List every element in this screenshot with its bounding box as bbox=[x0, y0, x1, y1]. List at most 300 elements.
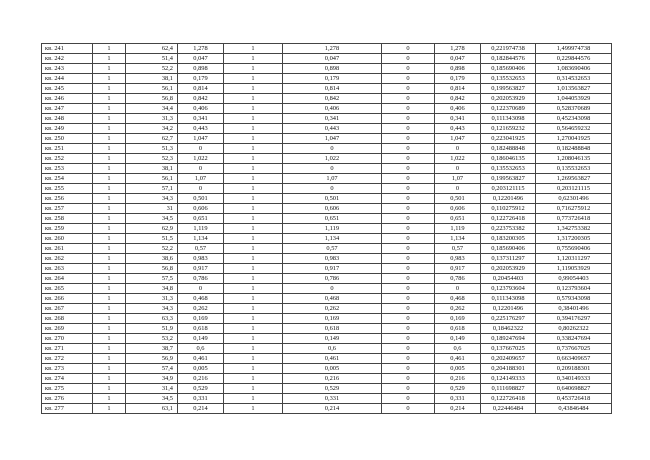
factor-cell: 1 bbox=[224, 404, 283, 414]
count-cell: 1 bbox=[93, 354, 126, 364]
apartment-label-cell: кв. 255 bbox=[42, 184, 93, 194]
factor-cell: 1 bbox=[224, 324, 283, 334]
total-value-cell: 1,134 bbox=[435, 234, 481, 244]
value-cell: 0,005 bbox=[178, 364, 224, 374]
value-cell: 1,278 bbox=[178, 44, 224, 54]
zero-cell: 0 bbox=[382, 334, 435, 344]
apartment-label-cell: кв. 246 bbox=[42, 94, 93, 104]
table-row bbox=[42, 134, 612, 144]
count-cell: 1 bbox=[93, 104, 126, 114]
total-value-cell: 0,005 bbox=[435, 364, 481, 374]
apartment-label-cell: кв. 241 bbox=[42, 44, 93, 54]
apartment-label-cell: кв. 275 bbox=[42, 384, 93, 394]
area-cell: 52,2 bbox=[126, 64, 178, 74]
share-cell: 0,199563827 bbox=[481, 84, 536, 94]
apartment-label-cell: кв. 272 bbox=[42, 354, 93, 364]
table-row bbox=[42, 234, 612, 244]
apartment-label-cell: кв. 252 bbox=[42, 154, 93, 164]
apartment-label-cell: кв. 250 bbox=[42, 134, 93, 144]
count-cell: 1 bbox=[93, 394, 126, 404]
count-cell: 1 bbox=[93, 264, 126, 274]
zero-cell: 0 bbox=[382, 374, 435, 384]
count-cell: 1 bbox=[93, 304, 126, 314]
total-value-cell: 0,443 bbox=[435, 124, 481, 134]
area-cell: 34,3 bbox=[126, 304, 178, 314]
area-cell: 34,5 bbox=[126, 394, 178, 404]
count-cell: 1 bbox=[93, 124, 126, 134]
count-cell: 1 bbox=[93, 134, 126, 144]
factor-cell: 1 bbox=[224, 344, 283, 354]
total-value-cell: 0,047 bbox=[435, 54, 481, 64]
grand-total-cell: 1,013563827 bbox=[536, 84, 612, 94]
total-value-cell: 0,331 bbox=[435, 394, 481, 404]
apartment-label-cell: кв. 270 bbox=[42, 334, 93, 344]
adjusted-value-cell: 0,331 bbox=[283, 394, 382, 404]
table-row bbox=[42, 224, 612, 234]
area-cell: 34,3 bbox=[126, 194, 178, 204]
area-cell: 51,9 bbox=[126, 324, 178, 334]
grand-total-cell: 0,43846484 bbox=[536, 404, 612, 414]
apartment-label-cell: кв. 271 bbox=[42, 344, 93, 354]
count-cell: 1 bbox=[93, 324, 126, 334]
value-cell: 0,341 bbox=[178, 114, 224, 124]
share-cell: 0,186046135 bbox=[481, 154, 536, 164]
share-cell: 0,122726418 bbox=[481, 214, 536, 224]
total-value-cell: 0,341 bbox=[435, 114, 481, 124]
table-body bbox=[42, 44, 612, 414]
count-cell: 1 bbox=[93, 374, 126, 384]
factor-cell: 1 bbox=[224, 104, 283, 114]
total-value-cell: 0 bbox=[435, 164, 481, 174]
area-cell: 51,4 bbox=[126, 54, 178, 64]
count-cell: 1 bbox=[93, 224, 126, 234]
share-cell: 0,121659232 bbox=[481, 124, 536, 134]
share-cell: 0,182488848 bbox=[481, 144, 536, 154]
grand-total-cell: 0,209188301 bbox=[536, 364, 612, 374]
area-cell: 62,7 bbox=[126, 134, 178, 144]
apartment-label-cell: кв. 267 bbox=[42, 304, 93, 314]
zero-cell: 0 bbox=[382, 234, 435, 244]
area-cell: 34,2 bbox=[126, 124, 178, 134]
adjusted-value-cell: 0,179 bbox=[283, 74, 382, 84]
adjusted-value-cell: 1,022 bbox=[283, 154, 382, 164]
factor-cell: 1 bbox=[224, 274, 283, 284]
adjusted-value-cell: 0,443 bbox=[283, 124, 382, 134]
count-cell: 1 bbox=[93, 114, 126, 124]
grand-total-cell: 0,135532653 bbox=[536, 164, 612, 174]
value-cell: 0,786 bbox=[178, 274, 224, 284]
grand-total-cell: 0,38401496 bbox=[536, 304, 612, 314]
table-row bbox=[42, 104, 612, 114]
value-cell: 0,468 bbox=[178, 294, 224, 304]
zero-cell: 0 bbox=[382, 104, 435, 114]
table-row bbox=[42, 94, 612, 104]
area-cell: 38,6 bbox=[126, 254, 178, 264]
total-value-cell: 0,262 bbox=[435, 304, 481, 314]
grand-total-cell: 0,99054403 bbox=[536, 274, 612, 284]
factor-cell: 1 bbox=[224, 214, 283, 224]
zero-cell: 0 bbox=[382, 394, 435, 404]
apartment-label-cell: кв. 248 bbox=[42, 114, 93, 124]
share-cell: 0,124149333 bbox=[481, 374, 536, 384]
apartment-label-cell: кв. 257 bbox=[42, 204, 93, 214]
apartment-label-cell: кв. 264 bbox=[42, 274, 93, 284]
table-row bbox=[42, 144, 612, 154]
grand-total-cell: 0,62301496 bbox=[536, 194, 612, 204]
share-cell: 0,12201496 bbox=[481, 304, 536, 314]
count-cell: 1 bbox=[93, 154, 126, 164]
grand-total-cell: 0,579343098 bbox=[536, 294, 612, 304]
value-cell: 0,047 bbox=[178, 54, 224, 64]
area-cell: 38,7 bbox=[126, 344, 178, 354]
apartment-label-cell: кв. 265 bbox=[42, 284, 93, 294]
adjusted-value-cell: 0,786 bbox=[283, 274, 382, 284]
adjusted-value-cell: 0,606 bbox=[283, 204, 382, 214]
count-cell: 1 bbox=[93, 144, 126, 154]
table-row bbox=[42, 384, 612, 394]
share-cell: 0,22446484 bbox=[481, 404, 536, 414]
share-cell: 0,137667025 bbox=[481, 344, 536, 354]
share-cell: 0,223753382 bbox=[481, 224, 536, 234]
total-value-cell: 0,6 bbox=[435, 344, 481, 354]
area-cell: 38,1 bbox=[126, 74, 178, 84]
count-cell: 1 bbox=[93, 74, 126, 84]
factor-cell: 1 bbox=[224, 44, 283, 54]
adjusted-value-cell: 1,119 bbox=[283, 224, 382, 234]
apartment-label-cell: кв. 269 bbox=[42, 324, 93, 334]
value-cell: 0,898 bbox=[178, 64, 224, 74]
zero-cell: 0 bbox=[382, 184, 435, 194]
area-cell: 31,4 bbox=[126, 384, 178, 394]
zero-cell: 0 bbox=[382, 304, 435, 314]
factor-cell: 1 bbox=[224, 154, 283, 164]
area-cell: 38,1 bbox=[126, 164, 178, 174]
share-cell: 0,225176297 bbox=[481, 314, 536, 324]
total-value-cell: 1,278 bbox=[435, 44, 481, 54]
share-cell: 0,185690406 bbox=[481, 244, 536, 254]
share-cell: 0,111343098 bbox=[481, 294, 536, 304]
table-row bbox=[42, 44, 612, 54]
adjusted-value-cell: 0,57 bbox=[283, 244, 382, 254]
adjusted-value-cell: 0,917 bbox=[283, 264, 382, 274]
table-row bbox=[42, 194, 612, 204]
apartment-label-cell: кв. 254 bbox=[42, 174, 93, 184]
factor-cell: 1 bbox=[224, 84, 283, 94]
adjusted-value-cell: 0,468 bbox=[283, 294, 382, 304]
adjusted-value-cell: 0,005 bbox=[283, 364, 382, 374]
count-cell: 1 bbox=[93, 94, 126, 104]
grand-total-cell: 0,716275912 bbox=[536, 204, 612, 214]
value-cell: 0,917 bbox=[178, 264, 224, 274]
zero-cell: 0 bbox=[382, 114, 435, 124]
value-cell: 0,842 bbox=[178, 94, 224, 104]
share-cell: 0,183200305 bbox=[481, 234, 536, 244]
zero-cell: 0 bbox=[382, 54, 435, 64]
table-row bbox=[42, 184, 612, 194]
zero-cell: 0 bbox=[382, 224, 435, 234]
factor-cell: 1 bbox=[224, 234, 283, 244]
total-value-cell: 0,786 bbox=[435, 274, 481, 284]
share-cell: 0,135532653 bbox=[481, 74, 536, 84]
zero-cell: 0 bbox=[382, 44, 435, 54]
factor-cell: 1 bbox=[224, 64, 283, 74]
factor-cell: 1 bbox=[224, 174, 283, 184]
total-value-cell: 0,529 bbox=[435, 384, 481, 394]
area-cell: 31,3 bbox=[126, 294, 178, 304]
value-cell: 0,814 bbox=[178, 84, 224, 94]
table-row bbox=[42, 54, 612, 64]
grand-total-cell: 0,755690406 bbox=[536, 244, 612, 254]
grand-total-cell: 1,083690406 bbox=[536, 64, 612, 74]
total-value-cell: 0,179 bbox=[435, 74, 481, 84]
grand-total-cell: 1,499974738 bbox=[536, 44, 612, 54]
zero-cell: 0 bbox=[382, 194, 435, 204]
value-cell: 0,443 bbox=[178, 124, 224, 134]
factor-cell: 1 bbox=[224, 314, 283, 324]
area-cell: 56,1 bbox=[126, 174, 178, 184]
apartment-label-cell: кв. 261 bbox=[42, 244, 93, 254]
adjusted-value-cell: 0,047 bbox=[283, 54, 382, 64]
count-cell: 1 bbox=[93, 194, 126, 204]
adjusted-value-cell: 0,169 bbox=[283, 314, 382, 324]
grand-total-cell: 0,773726418 bbox=[536, 214, 612, 224]
zero-cell: 0 bbox=[382, 404, 435, 414]
factor-cell: 1 bbox=[224, 204, 283, 214]
area-cell: 51,5 bbox=[126, 234, 178, 244]
zero-cell: 0 bbox=[382, 134, 435, 144]
table-row bbox=[42, 324, 612, 334]
share-cell: 0,20454403 bbox=[481, 274, 536, 284]
apartment-label-cell: кв. 256 bbox=[42, 194, 93, 204]
area-cell: 31,3 bbox=[126, 114, 178, 124]
factor-cell: 1 bbox=[224, 334, 283, 344]
area-cell: 56,8 bbox=[126, 264, 178, 274]
zero-cell: 0 bbox=[382, 174, 435, 184]
area-cell: 57,4 bbox=[126, 364, 178, 374]
value-cell: 0,179 bbox=[178, 74, 224, 84]
table-row bbox=[42, 394, 612, 404]
count-cell: 1 bbox=[93, 314, 126, 324]
grand-total-cell: 0,182488848 bbox=[536, 144, 612, 154]
value-cell: 0 bbox=[178, 164, 224, 174]
total-value-cell: 0,406 bbox=[435, 104, 481, 114]
area-cell: 53,2 bbox=[126, 334, 178, 344]
adjusted-value-cell: 0 bbox=[283, 144, 382, 154]
count-cell: 1 bbox=[93, 234, 126, 244]
factor-cell: 1 bbox=[224, 94, 283, 104]
count-cell: 1 bbox=[93, 344, 126, 354]
grand-total-cell: 1,269563827 bbox=[536, 174, 612, 184]
value-cell: 0 bbox=[178, 284, 224, 294]
adjusted-value-cell: 0 bbox=[283, 164, 382, 174]
share-cell: 0,137311297 bbox=[481, 254, 536, 264]
total-value-cell: 0,57 bbox=[435, 244, 481, 254]
table-row bbox=[42, 84, 612, 94]
value-cell: 0,529 bbox=[178, 384, 224, 394]
zero-cell: 0 bbox=[382, 354, 435, 364]
adjusted-value-cell: 0,461 bbox=[283, 354, 382, 364]
value-cell: 1,047 bbox=[178, 134, 224, 144]
adjusted-value-cell: 0,216 bbox=[283, 374, 382, 384]
table-row bbox=[42, 114, 612, 124]
apartment-label-cell: кв. 249 bbox=[42, 124, 93, 134]
value-cell: 0,983 bbox=[178, 254, 224, 264]
share-cell: 0,122726418 bbox=[481, 394, 536, 404]
factor-cell: 1 bbox=[224, 164, 283, 174]
total-value-cell: 0,651 bbox=[435, 214, 481, 224]
factor-cell: 1 bbox=[224, 54, 283, 64]
factor-cell: 1 bbox=[224, 394, 283, 404]
count-cell: 1 bbox=[93, 204, 126, 214]
total-value-cell: 0 bbox=[435, 284, 481, 294]
value-cell: 1,07 bbox=[178, 174, 224, 184]
total-value-cell: 0,618 bbox=[435, 324, 481, 334]
adjusted-value-cell: 0 bbox=[283, 184, 382, 194]
total-value-cell: 0,214 bbox=[435, 404, 481, 414]
table-row bbox=[42, 344, 612, 354]
factor-cell: 1 bbox=[224, 244, 283, 254]
factor-cell: 1 bbox=[224, 114, 283, 124]
area-cell: 34,4 bbox=[126, 104, 178, 114]
adjusted-value-cell: 0,618 bbox=[283, 324, 382, 334]
adjusted-value-cell: 1,047 bbox=[283, 134, 382, 144]
factor-cell: 1 bbox=[224, 374, 283, 384]
area-cell: 34,8 bbox=[126, 284, 178, 294]
factor-cell: 1 bbox=[224, 354, 283, 364]
total-value-cell: 0,898 bbox=[435, 64, 481, 74]
factor-cell: 1 bbox=[224, 384, 283, 394]
grand-total-cell: 0,229844576 bbox=[536, 54, 612, 64]
table-row bbox=[42, 334, 612, 344]
grand-total-cell: 0,123793604 bbox=[536, 284, 612, 294]
total-value-cell: 1,022 bbox=[435, 154, 481, 164]
zero-cell: 0 bbox=[382, 64, 435, 74]
count-cell: 1 bbox=[93, 84, 126, 94]
table-row bbox=[42, 214, 612, 224]
apartment-label-cell: кв. 244 bbox=[42, 74, 93, 84]
total-value-cell: 0,983 bbox=[435, 254, 481, 264]
total-value-cell: 1,07 bbox=[435, 174, 481, 184]
value-cell: 0,606 bbox=[178, 204, 224, 214]
apartment-label-cell: кв. 273 bbox=[42, 364, 93, 374]
adjusted-value-cell: 0,898 bbox=[283, 64, 382, 74]
count-cell: 1 bbox=[93, 284, 126, 294]
value-cell: 1,022 bbox=[178, 154, 224, 164]
adjusted-value-cell: 0,149 bbox=[283, 334, 382, 344]
grand-total-cell: 0,203121115 bbox=[536, 184, 612, 194]
share-cell: 0,110275912 bbox=[481, 204, 536, 214]
zero-cell: 0 bbox=[382, 314, 435, 324]
adjusted-value-cell: 0,214 bbox=[283, 404, 382, 414]
zero-cell: 0 bbox=[382, 144, 435, 154]
grand-total-cell: 1,119053929 bbox=[536, 264, 612, 274]
area-cell: 56,1 bbox=[126, 84, 178, 94]
area-cell: 56,9 bbox=[126, 354, 178, 364]
area-cell: 63,3 bbox=[126, 314, 178, 324]
table-row bbox=[42, 204, 612, 214]
table-row bbox=[42, 314, 612, 324]
grand-total-cell: 0,663409657 bbox=[536, 354, 612, 364]
total-value-cell: 0,842 bbox=[435, 94, 481, 104]
adjusted-value-cell: 0,262 bbox=[283, 304, 382, 314]
count-cell: 1 bbox=[93, 54, 126, 64]
total-value-cell: 1,047 bbox=[435, 134, 481, 144]
zero-cell: 0 bbox=[382, 254, 435, 264]
adjusted-value-cell: 0,6 bbox=[283, 344, 382, 354]
factor-cell: 1 bbox=[224, 144, 283, 154]
grand-total-cell: 0,80262322 bbox=[536, 324, 612, 334]
area-cell: 34,9 bbox=[126, 374, 178, 384]
value-cell: 0,651 bbox=[178, 214, 224, 224]
total-value-cell: 1,119 bbox=[435, 224, 481, 234]
share-cell: 0,111698827 bbox=[481, 384, 536, 394]
count-cell: 1 bbox=[93, 164, 126, 174]
adjusted-value-cell: 0,842 bbox=[283, 94, 382, 104]
apartment-label-cell: кв. 268 bbox=[42, 314, 93, 324]
value-cell: 0,214 bbox=[178, 404, 224, 414]
grand-total-cell: 1,270041925 bbox=[536, 134, 612, 144]
value-cell: 0,501 bbox=[178, 194, 224, 204]
table-row bbox=[42, 354, 612, 364]
share-cell: 0,204188301 bbox=[481, 364, 536, 374]
value-cell: 0,331 bbox=[178, 394, 224, 404]
zero-cell: 0 bbox=[382, 364, 435, 374]
value-cell: 1,134 bbox=[178, 234, 224, 244]
grand-total-cell: 1,317200305 bbox=[536, 234, 612, 244]
apartment-label-cell: кв. 245 bbox=[42, 84, 93, 94]
count-cell: 1 bbox=[93, 174, 126, 184]
adjusted-value-cell: 0,529 bbox=[283, 384, 382, 394]
table-row bbox=[42, 304, 612, 314]
area-cell: 62,4 bbox=[126, 44, 178, 54]
share-cell: 0,18462322 bbox=[481, 324, 536, 334]
zero-cell: 0 bbox=[382, 154, 435, 164]
grand-total-cell: 0,737667025 bbox=[536, 344, 612, 354]
adjusted-value-cell: 0,814 bbox=[283, 84, 382, 94]
grand-total-cell: 1,044053929 bbox=[536, 94, 612, 104]
apartment-label-cell: кв. 274 bbox=[42, 374, 93, 384]
table-row bbox=[42, 284, 612, 294]
area-cell: 63,1 bbox=[126, 404, 178, 414]
table-row bbox=[42, 254, 612, 264]
area-cell: 62,9 bbox=[126, 224, 178, 234]
apartment-label-cell: кв. 259 bbox=[42, 224, 93, 234]
table-row bbox=[42, 274, 612, 284]
grand-total-cell: 0,640698827 bbox=[536, 384, 612, 394]
grand-total-cell: 0,340149333 bbox=[536, 374, 612, 384]
share-cell: 0,135532653 bbox=[481, 164, 536, 174]
zero-cell: 0 bbox=[382, 94, 435, 104]
zero-cell: 0 bbox=[382, 164, 435, 174]
table-row bbox=[42, 294, 612, 304]
factor-cell: 1 bbox=[224, 184, 283, 194]
zero-cell: 0 bbox=[382, 244, 435, 254]
factor-cell: 1 bbox=[224, 304, 283, 314]
count-cell: 1 bbox=[93, 384, 126, 394]
count-cell: 1 bbox=[93, 254, 126, 264]
total-value-cell: 0,461 bbox=[435, 354, 481, 364]
value-cell: 0 bbox=[178, 184, 224, 194]
value-cell: 1,119 bbox=[178, 224, 224, 234]
apartment-label-cell: кв. 242 bbox=[42, 54, 93, 64]
share-cell: 0,111343098 bbox=[481, 114, 536, 124]
table-row bbox=[42, 164, 612, 174]
zero-cell: 0 bbox=[382, 324, 435, 334]
table-row bbox=[42, 154, 612, 164]
share-cell: 0,185690406 bbox=[481, 64, 536, 74]
count-cell: 1 bbox=[93, 44, 126, 54]
table-row bbox=[42, 74, 612, 84]
